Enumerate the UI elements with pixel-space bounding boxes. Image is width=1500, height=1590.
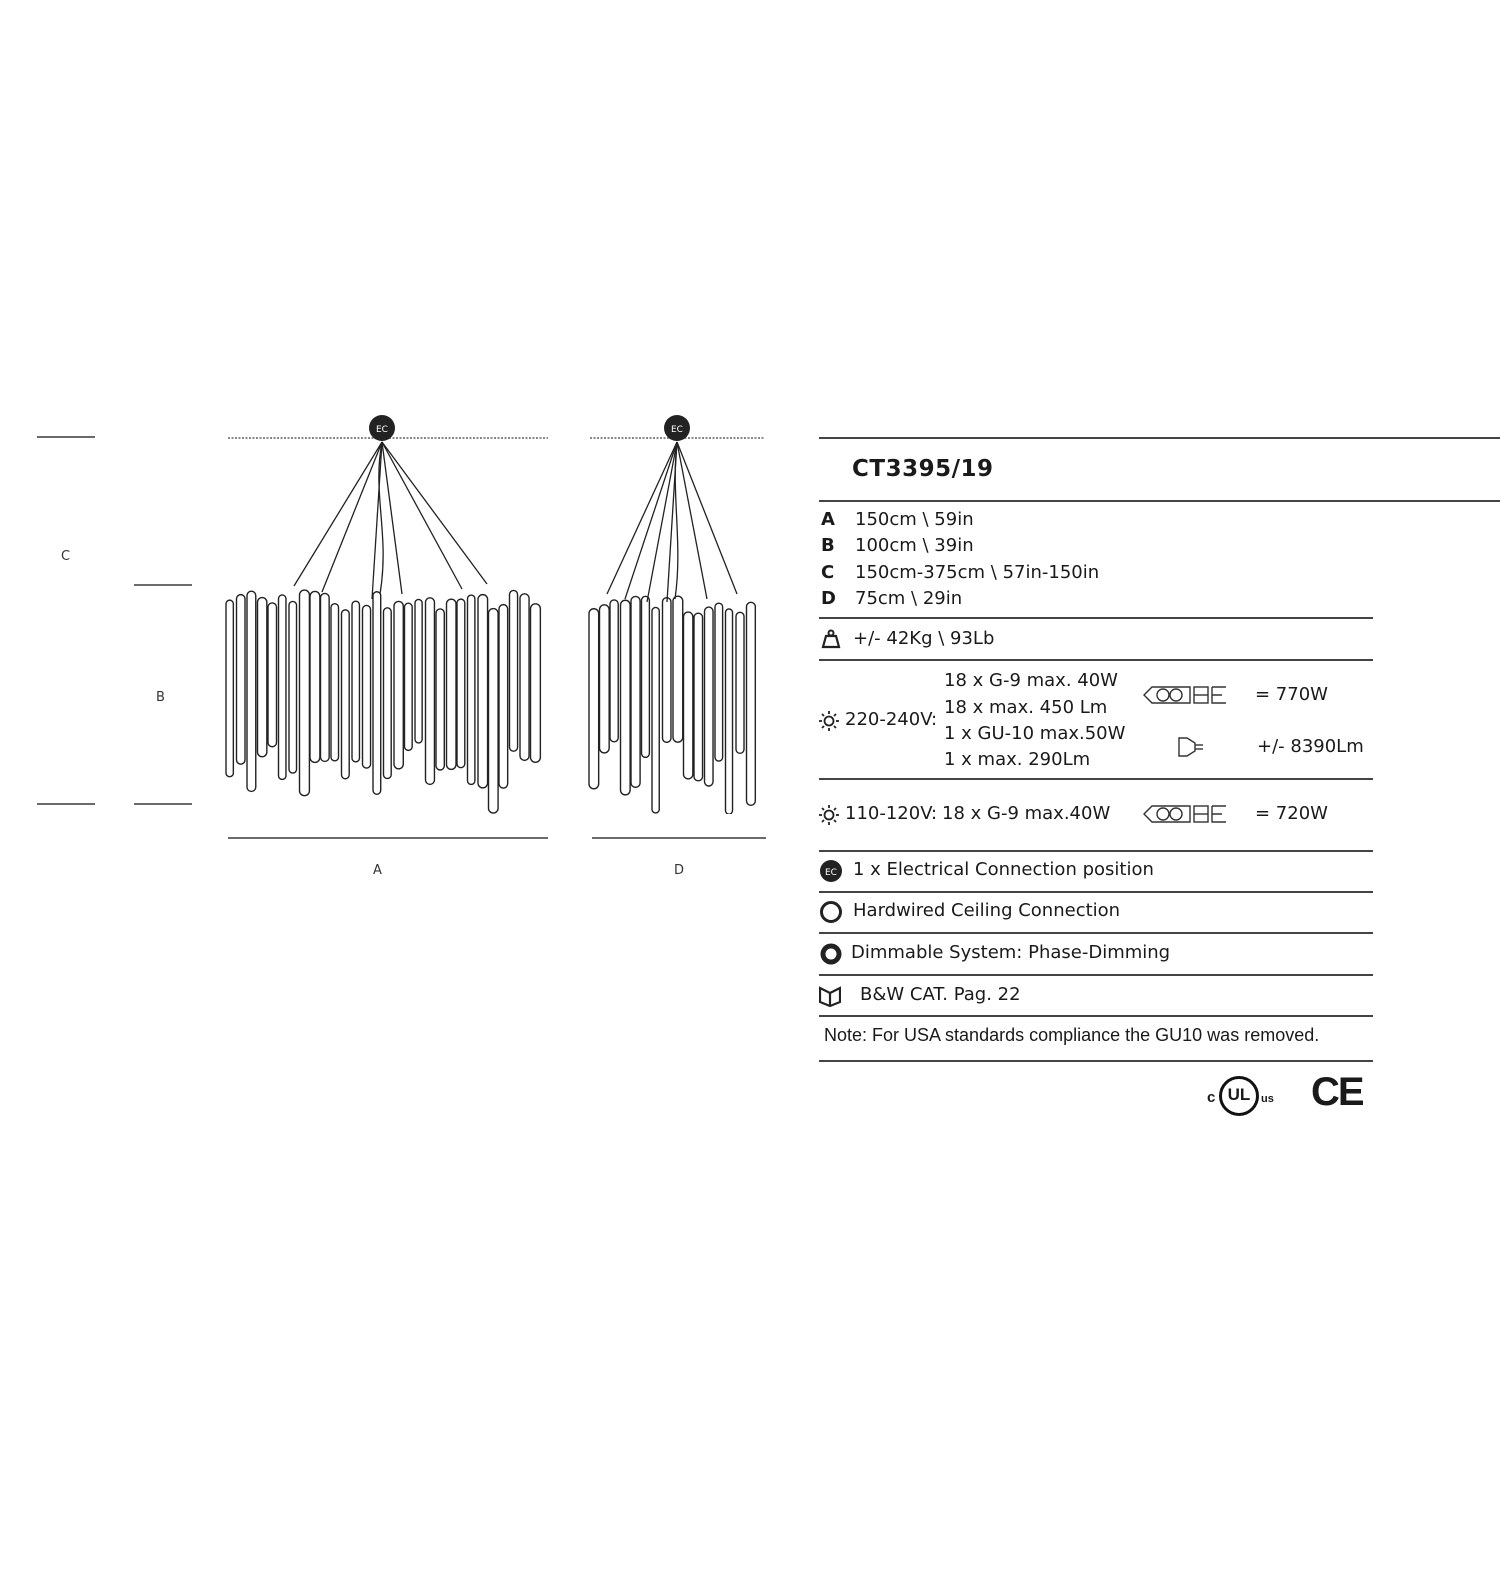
crystal-drop (489, 609, 499, 813)
dimension-d-line (592, 837, 766, 839)
crystal-drop (342, 610, 350, 779)
ec-icon (819, 859, 843, 883)
divider (819, 974, 1373, 976)
crystal-drop (621, 600, 631, 795)
crystal-drop (600, 605, 610, 753)
crystal-drop (736, 612, 744, 753)
power-us-line: 18 x G-9 max.40W (942, 803, 1111, 824)
power-eu-line-2: 18 x max. 450 Lm (944, 697, 1108, 718)
crystal-drop (589, 609, 599, 789)
crystal-drop (394, 601, 403, 768)
sun-icon (818, 710, 840, 732)
voltage-us: 110-120V: (845, 803, 938, 824)
voltage-eu: 220-240V: (845, 709, 938, 730)
crystal-drop (226, 600, 233, 777)
weight-value: +/- 42Kg \ 93Lb (853, 628, 995, 649)
crystal-drop (279, 595, 286, 780)
dimension-c-label: C (61, 549, 71, 564)
crystal-drop (531, 604, 541, 763)
title-rule (819, 437, 1500, 439)
product-code: CT3395/19 (852, 456, 994, 482)
total-lumen-eu: +/- 8390Lm (1257, 736, 1364, 757)
ring-icon (819, 900, 843, 924)
svg-text:EC: EC (376, 425, 388, 435)
dimension-a-line (228, 837, 548, 839)
dimension-row-d: D 75cm \ 29in (821, 588, 963, 609)
b-top-line (134, 584, 192, 586)
crystal-drop (405, 603, 413, 750)
feature-catalog: B&W CAT. Pag. 22 (860, 984, 1021, 1005)
b-bottom-line (134, 803, 192, 805)
catalog-icon (819, 985, 841, 1007)
crystal-drop (258, 598, 267, 757)
crystal-drop (642, 596, 650, 757)
dimension-b-label: B (156, 690, 165, 705)
crystal-drop (747, 602, 756, 805)
c-top-line (37, 436, 95, 438)
weight-icon (821, 629, 841, 649)
usa-compliance-note: Note: For USA standards compliance the GU10 was removed. (824, 1025, 1320, 1045)
title-bottom-rule (819, 500, 1500, 502)
total-watt-us: = 720W (1255, 803, 1328, 824)
chandelier-front-view (222, 414, 552, 814)
c-bottom-line (37, 803, 95, 805)
dimension-d-label: D (674, 863, 685, 878)
crystal-drop (447, 599, 457, 769)
feature-dimmable: Dimmable System: Phase-Dimming (851, 942, 1171, 963)
crystal-drop (610, 600, 618, 742)
crystal-drop (289, 601, 297, 773)
sun-icon (818, 804, 840, 826)
svg-text:EC: EC (671, 425, 683, 435)
crystal-drop (520, 594, 529, 761)
g9-bulb-icon (1142, 802, 1237, 826)
ce-certification-mark: CE (1311, 1070, 1363, 1114)
crystal-drop (510, 590, 518, 751)
crystal-drop (300, 590, 310, 796)
divider (819, 659, 1373, 661)
crystal-drop (673, 596, 683, 742)
crystal-drop (499, 605, 508, 788)
crystal-drop (705, 607, 714, 786)
divider (819, 850, 1373, 852)
feature-electrical-connection: 1 x Electrical Connection position (853, 859, 1154, 880)
crystal-drop (694, 613, 703, 781)
divider (819, 1060, 1373, 1062)
power-eu-line-3: 1 x GU-10 max.50W (944, 723, 1126, 744)
crystal-drop (726, 609, 733, 814)
crystal-drop (436, 609, 444, 770)
crystal-drop (426, 598, 435, 785)
divider (819, 778, 1373, 780)
crystal-drop (715, 603, 723, 761)
power-eu-line-1: 18 x G-9 max. 40W (944, 670, 1118, 691)
svg-text:EC: EC (825, 868, 837, 878)
feature-hardwired: Hardwired Ceiling Connection (853, 900, 1121, 921)
crystal-drop (384, 608, 392, 779)
dimmer-icon (819, 942, 843, 966)
chandelier-side-view (587, 414, 767, 814)
dimension-row-b: B 100cm \ 39in (821, 535, 974, 556)
crystal-drop (457, 599, 465, 768)
crystal-drop (247, 591, 256, 791)
divider (819, 891, 1373, 893)
dimension-row-a: A 150cm \ 59in (821, 509, 974, 530)
divider (819, 932, 1373, 934)
dimension-row-c: C 150cm-375cm \ 57in-150in (821, 562, 1100, 583)
crystal-drop (684, 612, 693, 779)
g9-bulb-icon (1142, 683, 1237, 707)
total-watt-eu: = 770W (1255, 684, 1328, 705)
power-eu-line-4: 1 x max. 290Lm (944, 749, 1091, 770)
crystal-drop (363, 605, 371, 768)
divider (819, 1015, 1373, 1017)
crystal-drop (631, 596, 640, 787)
crystal-drop (373, 592, 381, 795)
crystal-drop (415, 599, 422, 742)
crystal-drop (468, 595, 475, 784)
crystal-drop (352, 601, 359, 762)
divider (819, 617, 1373, 619)
crystal-drop (652, 607, 659, 813)
dimension-a-label: A (373, 863, 382, 878)
crystal-drop (478, 595, 488, 788)
crystal-drop (237, 595, 246, 765)
gu10-bulb-icon (1177, 736, 1205, 758)
crystal-drop (268, 603, 276, 747)
crystal-drop (331, 604, 339, 761)
crystal-drop (310, 591, 320, 762)
crystal-drop (321, 593, 330, 761)
ul-certification-mark: c UL us (1207, 1075, 1287, 1117)
crystal-drop (663, 598, 671, 743)
